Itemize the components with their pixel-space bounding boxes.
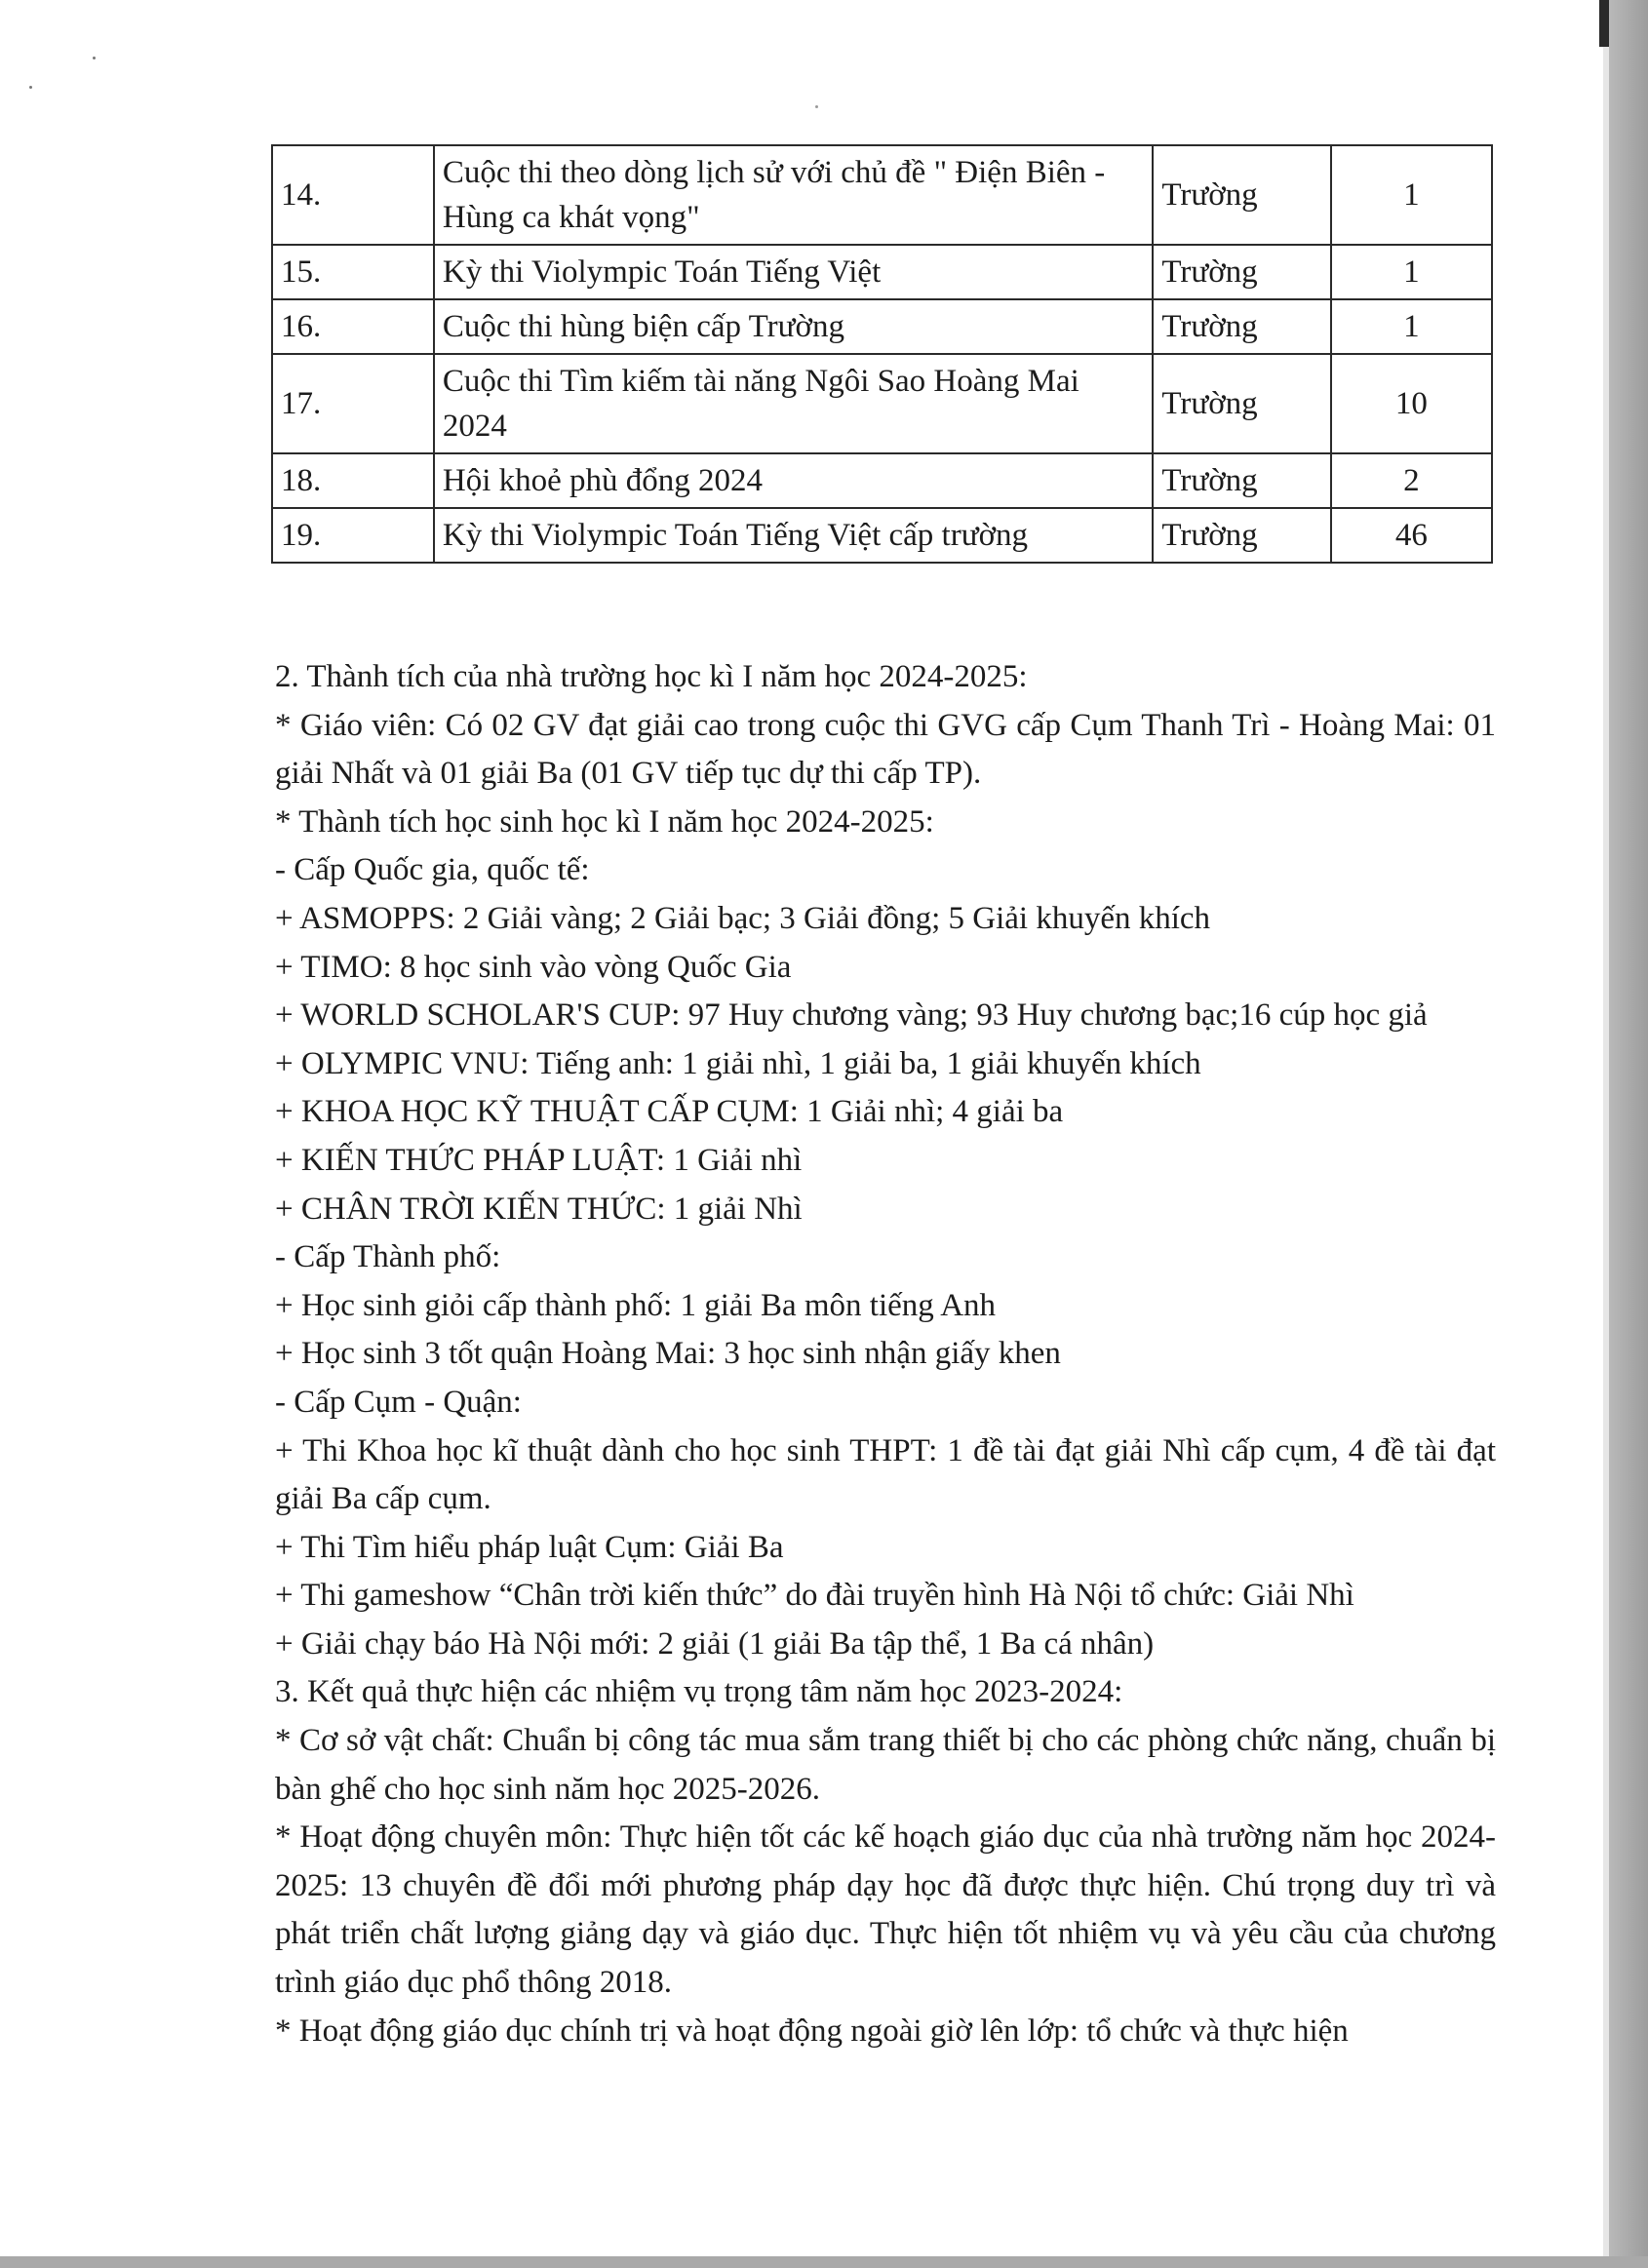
table-row	[272, 453, 1492, 508]
award-count: 2	[1331, 453, 1492, 508]
contest-name: Cuộc thi theo dòng lịch sử với chủ đề " Điện Biên - Hùng ca khát vọng"	[434, 145, 1153, 245]
level-city-heading: - Cấp Thành phố:	[275, 1239, 501, 1275]
contest-name: Cuộc thi Tìm kiếm tài năng Ngôi Sao Hoàng Mai 2024	[434, 354, 1153, 453]
teacher-achievements: * Giáo viên: Có 02 GV đạt giải cao trong cuộc thi GVG cấp Cụm Thanh Trì - Hoàng Mai: 01 giải Nhất và 01 giải Ba (01 GV tiếp tục dự thi cấp TP).	[275, 707, 1496, 792]
list-item: + Học sinh 3 tốt quận Hoàng Mai: 3 học sinh nhận giấy khen	[275, 1336, 1061, 1372]
document-body	[275, 653, 1496, 2055]
awards-table	[271, 144, 1493, 564]
contest-level: Trường	[1153, 145, 1330, 245]
contest-name: Cuộc thi hùng biện cấp Trường	[434, 299, 1153, 354]
contest-level: Trường	[1153, 299, 1330, 354]
contest-level: Trường	[1153, 354, 1330, 453]
list-item: + ASMOPPS: 2 Giải vàng; 2 Giải bạc; 3 Giải đồng; 5 Giải khuyến khích	[275, 900, 1211, 936]
scan-bottom-border	[0, 2256, 1648, 2268]
award-count: 46	[1331, 508, 1492, 563]
table-row	[272, 354, 1492, 453]
scan-speck	[815, 105, 818, 108]
contest-level: Trường	[1153, 453, 1330, 508]
table-row	[272, 299, 1492, 354]
list-item: + Thi Khoa học kĩ thuật dành cho học sinh THPT: 1 đề tài đạt giải Nhì cấp cụm, 4 đề tài đạt giải Ba cấp cụm.	[275, 1432, 1496, 1517]
section-heading-results: 3. Kết quả thực hiện các nhiệm vụ trọng tâm năm học 2023-2024:	[275, 1674, 1123, 1710]
list-item: + WORLD SCHOLAR'S CUP: 97 Huy chương vàng; 93 Huy chương bạc;16 cúp học giả	[275, 997, 1428, 1034]
list-item: + OLYMPIC VNU: Tiếng anh: 1 giải nhì, 1 giải ba, 1 giải khuyến khích	[275, 1045, 1201, 1081]
contest-name: Hội khoẻ phù đổng 2024	[434, 453, 1153, 508]
table-row	[272, 508, 1492, 563]
contest-level: Trường	[1153, 508, 1330, 563]
level-national-heading: - Cấp Quốc gia, quốc tế:	[275, 852, 590, 888]
list-item: + CHÂN TRỜI KIẾN THỨC: 1 giải Nhì	[275, 1191, 803, 1227]
facilities-paragraph: * Cơ sở vật chất: Chuẩn bị công tác mua sắm trang thiết bị cho các phòng chức năng, chuẩn bị bàn ghế cho học sinh năm học 2025-2026.	[275, 1723, 1496, 1807]
contest-level: Trường	[1153, 245, 1330, 299]
row-number: 14.	[272, 145, 434, 245]
scan-right-border	[1609, 0, 1648, 2268]
scan-speck	[93, 57, 96, 59]
award-count: 1	[1331, 245, 1492, 299]
table-row	[272, 245, 1492, 299]
row-number: 15.	[272, 245, 434, 299]
contest-name: Kỳ thi Violympic Toán Tiếng Việt cấp trường	[434, 508, 1153, 563]
scan-corner-mark	[1599, 0, 1609, 47]
list-item: + Thi Tìm hiểu pháp luật Cụm: Giải Ba	[275, 1529, 784, 1565]
list-item: + Giải chạy báo Hà Nội mới: 2 giải (1 giải Ba tập thể, 1 Ba cá nhân)	[275, 1625, 1155, 1662]
award-count: 1	[1331, 299, 1492, 354]
scan-speck	[29, 86, 32, 89]
political-education-paragraph: * Hoạt động giáo dục chính trị và hoạt động ngoài giờ lên lớp: tổ chức và thực hiện	[275, 2013, 1349, 2049]
award-count: 1	[1331, 145, 1492, 245]
row-number: 17.	[272, 354, 434, 453]
contest-name: Kỳ thi Violympic Toán Tiếng Việt	[434, 245, 1153, 299]
award-count: 10	[1331, 354, 1492, 453]
row-number: 19.	[272, 508, 434, 563]
row-number: 16.	[272, 299, 434, 354]
list-item: + Học sinh giỏi cấp thành phố: 1 giải Ba môn tiếng Anh	[275, 1287, 997, 1323]
level-district-heading: - Cấp Cụm - Quận:	[275, 1384, 522, 1420]
list-item: + KIẾN THỨC PHÁP LUẬT: 1 Giải nhì	[275, 1142, 803, 1178]
table-row	[272, 145, 1492, 245]
list-item: + KHOA HỌC KỸ THUẬT CẤP CỤM: 1 Giải nhì; 4 giải ba	[275, 1094, 1064, 1130]
list-item: + TIMO: 8 học sinh vào vòng Quốc Gia	[275, 949, 792, 985]
section-heading-achievements: 2. Thành tích của nhà trường học kì I năm học 2024-2025:	[275, 659, 1028, 694]
professional-activities-paragraph: * Hoạt động chuyên môn: Thực hiện tốt các kế hoạch giáo dục của nhà trường năm học 2024-2025: 13 chuyên đề đổi mới phương pháp dạy học đã được thực hiện. Chú trọng duy trì và phát triển chất lượng giảng dạy và giáo dục. Thực hiện tốt nhiệm vụ và yêu cầu của chương trình giáo dục phổ thông 2018.	[275, 1819, 1496, 2001]
row-number: 18.	[272, 453, 434, 508]
student-achievements-heading: * Thành tích học sinh học kì I năm học 2024-2025:	[275, 803, 934, 840]
list-item: + Thi gameshow “Chân trời kiến thức” do đài truyền hình Hà Nội tổ chức: Giải Nhì	[275, 1578, 1354, 1614]
